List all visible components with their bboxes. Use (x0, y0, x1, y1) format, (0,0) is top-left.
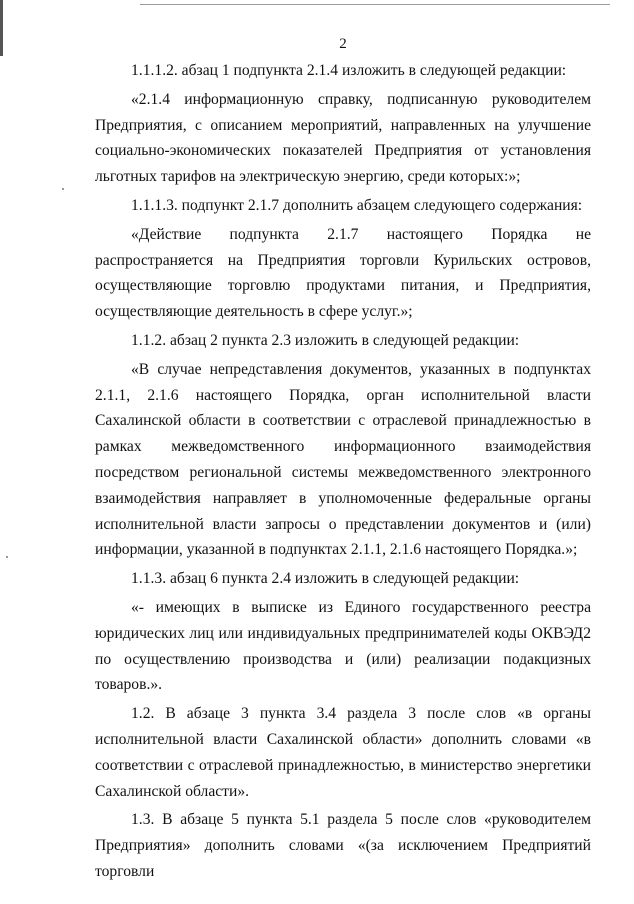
paragraph-1-3: 1.3. В абзаце 5 пункта 5.1 раздела 5 после слов «руководителем Предприятия» дополнить словами «(за исключением Предприятий торговли (95, 811, 591, 880)
page-number: 2 (339, 36, 347, 52)
paragraph-1-1-3: 1.1.3. абзац 6 пункта 2.4 изложить в следующей редакции: (131, 570, 520, 588)
scan-speck (62, 188, 64, 190)
paragraph-1-1-1-3: 1.1.1.3. подпункт 2.1.7 дополнить абзацем следующего содержания: (131, 196, 583, 214)
paragraph-quote-2-1-7: «Действие подпункта 2.1.7 настоящего Порядка не распространяется на Предприятия торговли Курильских островов, осуществляющие торговлю продуктами питания, и Предприятия, осуществляющие деятельность в сфере услуг.»; (95, 225, 591, 321)
paragraph-quote-2-3: «В случае непредставления документов, указанных в подпунктах 2.1.1, 2.1.6 настоящего Порядка, орган исполнительной власти Сахалинской области в соответствии с отраслевой принадлежностью в рамках межведомственного информационного взаимодействия посредством региональной системы межведомственного электронного взаимодействия направляет в уполномоченные федеральные органы исполнительной власти запросы о представлении документов и (или) информации, указанной в подпунктах 2.1.1, 2.1.6 настоящего Порядка.»; (95, 360, 591, 559)
document-body (95, 58, 591, 888)
scan-speck (6, 556, 8, 558)
paragraph-1-1-2: 1.1.2. абзац 2 пункта 2.3 изложить в следующей редакции: (131, 331, 520, 349)
paragraph-1-2: 1.2. В абзаце 3 пункта 3.4 раздела 3 после слов «в органы исполнительной власти Сахалинской области» дополнить словами «в соответствии с отраслевой принадлежностью, в министерство энергетики Сахалинской области». (95, 705, 591, 800)
paragraph-1-1-1-2: 1.1.1.2. абзац 1 подпункта 2.1.4 изложить в следующей редакции: (131, 62, 567, 79)
paragraph-quote-2-1-4: «2.1.4 информационную справку, подписанную руководителем Предприятия, с описанием мероприятий, направленных на улучшение социально-экономических показателей Предприятия от установления льготных тарифов на электрическую энергию, среди которых:»; (95, 90, 591, 186)
paragraph-quote-2-4: «- имеющих в выписке из Единого государственного реестра юридических лиц или индивидуальных предпринимателей коды ОКВЭД2 по осуществлению производства и (или) реализации подакцизных товаров.». (95, 598, 591, 694)
scan-border-line (140, 4, 610, 5)
